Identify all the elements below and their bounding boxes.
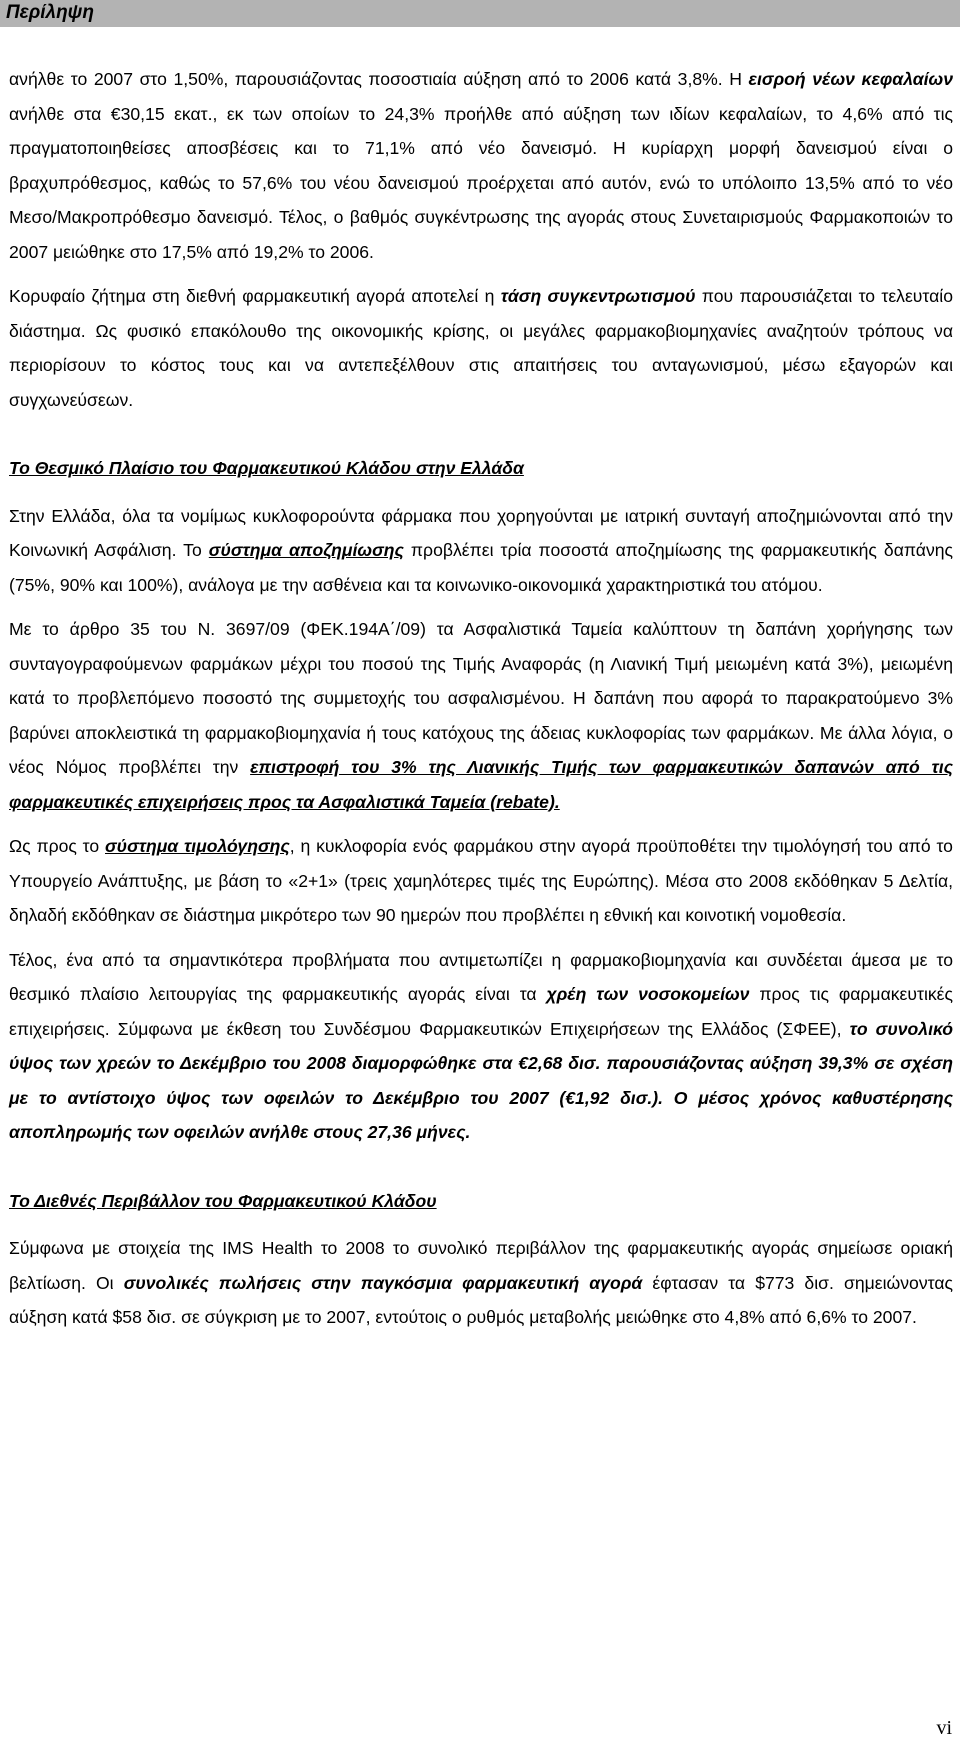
paragraph-3: Στην Ελλάδα, όλα τα νομίμως κυκλοφορούντα φάρμακα που χορηγούνται με ιατρική συνταγή αποζημιώνονται από την Κοινωνική Ασφάλιση. Το σύστημα αποζημίωσης προβλέπει τρία ποσοστά αποζημίωσης της φαρμακευτικής δαπάνης (75%, 90% και 100%), ανάλογα με την ασθένεια και τα κοινωνικο-οικονομικά χαρακτηριστικά του ατόμου.: [9, 505, 953, 595]
emphasis-debt-figures: το συνολικό ύψος των χρεών το Δεκέμβριο του 2008 διαμορφώθηκε στα €2,68 δισ. παρουσιάζοντας αύξηση 39,3% σε σχέση με το αντίστοιχο ύψος των οφειλών το Δεκέμβριο του 2007 (€1,92 δισ.). Ο μέσος χρόνος καθυστέρησης αποπληρωμής των οφειλών ανήλθε στους 27,36 μήνες.: [9, 1018, 953, 1142]
section-heading-institutional: Το Θεσμικό Πλαίσιο του Φαρμακευτικού Κλάδου στην Ελλάδα: [9, 458, 524, 478]
paragraph-7: Σύμφωνα με στοιχεία της IMS Health το 2008 το συνολικό περιβάλλον της φαρμακευτικής αγοράς σημείωσε οριακή βελτίωση. Οι συνολικές πωλήσεις στην παγκόσμια φαρμακευτική αγορά έφτασαν τα $773 δισ. σημειώνοντας αύξηση κατά $58 δισ. σε σύγκριση με το 2007, εντούτοις ο ρυθμός μεταβολής μειώθηκε στο 4,8% από 6,6% το 2007.: [9, 1238, 953, 1327]
page-title: Περίληψη: [6, 2, 94, 23]
header-band: [0, 0, 960, 27]
emphasis-concentration-trend: τάση συγκεντρωτισμού: [500, 286, 696, 306]
emphasis-hospital-debts: χρέη των νοσοκομείων: [546, 984, 750, 1004]
paragraph-5: Ως προς το σύστημα τιμολόγησης, η κυκλοφορία ενός φαρμάκου στην αγορά προϋποθέτει την τιμολόγησή του από το Υπουργείο Ανάπτυξης, με βάση το «2+1» (τρεις χαμηλότερες τιμές της Ευρώπης). Μέσα στο 2008 εκδόθηκαν 5 Δελτία, δηλαδή εκδόθηκαν σε διάστημα μικρότερο των 90 ημερών που προβλέπει η εθνική και κοινοτική νομοθεσία.: [9, 836, 953, 925]
paragraph-1: ανήλθε το 2007 στο 1,50%, παρουσιάζοντας ποσοστιαία αύξηση από το 2006 κατά 3,8%. Η εισροή νέων κεφαλαίων ανήλθε στα €30,15 εκατ., εκ των οποίων το 24,3% προήλθε από αύξηση των ιδίων κεφαλαίων, το 4,6% από τις πραγματοποιηθείσες αποσβέσεις και το 71,1% από νέο δανεισμό. Η κυρίαρχη μορφή δανεισμού είναι ο βραχυπρόθεσμος, καθώς το 57,6% του νέου δανεισμού προέρχεται από αυτόν, ενώ το υπόλοιπο 13,5% από το νέο Μεσο/Μακροπρόθεσμο δανεισμό. Τέλος, ο βαθμός συγκέντρωσης της αγοράς στους Συνεταιρισμούς Φαρμακοποιών το 2007 μειώθηκε στο 17,5% από 19,2% το 2006.: [9, 69, 953, 262]
emphasis-new-capital: εισροή νέων κεφαλαίων: [748, 69, 953, 89]
document-body: [9, 62, 953, 1345]
section-heading-international: Το Διεθνές Περιβάλλον του Φαρμακευτικού Κλάδου: [9, 1190, 437, 1211]
paragraph-4: Με το άρθρο 35 του Ν. 3697/09 (ΦΕΚ.194Α΄/09) τα Ασφαλιστικά Ταμεία καλύπτουν τη δαπάνη χορήγησης των συνταγογραφούμενων φαρμάκων μέχρι του ποσού της Τιμής Αναφοράς (η Λιανική Τιμή μειωμένη κατά 3%), μειωμένη κατά το προβλεπόμενο ποσοστό της συμμετοχής του ασφαλισμένου. Η δαπάνη που αφορά το παρακρατούμενο 3% βαρύνει αποκλειστικά τη φαρμακοβιομηχανία ή τους κατόχους της άδειας κυκλοφορίας των φαρμάκων. Με άλλα λόγια, ο νέος Νόμος προβλέπει την επιστροφή του 3% της Λιανικής Τιμής των φαρμακευτικών δαπανών από τις φαρμακευτικές επιχειρήσεις προς τα Ασφαλιστικά Ταμεία (rebate).: [9, 619, 953, 812]
emphasis-reimbursement-system: σύστημα αποζημίωσης: [208, 540, 404, 560]
emphasis-pricing-system: σύστημα τιμολόγησης: [105, 836, 290, 856]
page-number: vi: [936, 1717, 952, 1739]
emphasis-rebate: επιστροφή του 3% της Λιανικής Τιμής των φαρμακευτικών δαπανών από τις φαρμακευτικές επιχειρήσεις προς τα Ασφαλιστικά Ταμεία (rebate).: [9, 757, 953, 812]
paragraph-2: Κορυφαίο ζήτημα στη διεθνή φαρμακευτική αγορά αποτελεί η τάση συγκεντρωτισμού που παρουσιάζεται το τελευταίο διάστημα. Ως φυσικό επακόλουθο της οικονομικής κρίσης, οι μεγάλες φαρμακοβιομηχανίες αναζητούν τρόπους να περιορίσουν το κόστος τους και να αντεπεξέλθουν στις απαιτήσεις του ανταγωνισμού, μέσω εξαγορών και συγχωνεύσεων.: [9, 286, 953, 410]
paragraph-6: Τέλος, ένα από τα σημαντικότερα προβλήματα που αντιμετωπίζει η φαρμακοβιομηχανία και συνδέεται άμεσα με το θεσμικό πλαίσιο λειτουργίας της φαρμακευτικής αγοράς είναι τα χρέη των νοσοκομείων προς τις φαρμακευτικές επιχειρήσεις. Σύμφωνα με έκθεση του Συνδέσμου Φαρμακευτικών Επιχειρήσεων της Ελλάδος (ΣΦΕΕ), το συνολικό ύψος των χρεών το Δεκέμβριο του 2008 διαμορφώθηκε στα €2,68 δισ. παρουσιάζοντας αύξηση 39,3% σε σχέση με το αντίστοιχο ύψος των οφειλών το Δεκέμβριο του 2007 (€1,92 δισ.). Ο μέσος χρόνος καθυστέρησης αποπληρωμής των οφειλών ανήλθε στους 27,36 μήνες.: [9, 949, 953, 1142]
emphasis-global-sales: συνολικές πωλήσεις στην παγκόσμια φαρμακευτική αγορά: [123, 1272, 643, 1293]
